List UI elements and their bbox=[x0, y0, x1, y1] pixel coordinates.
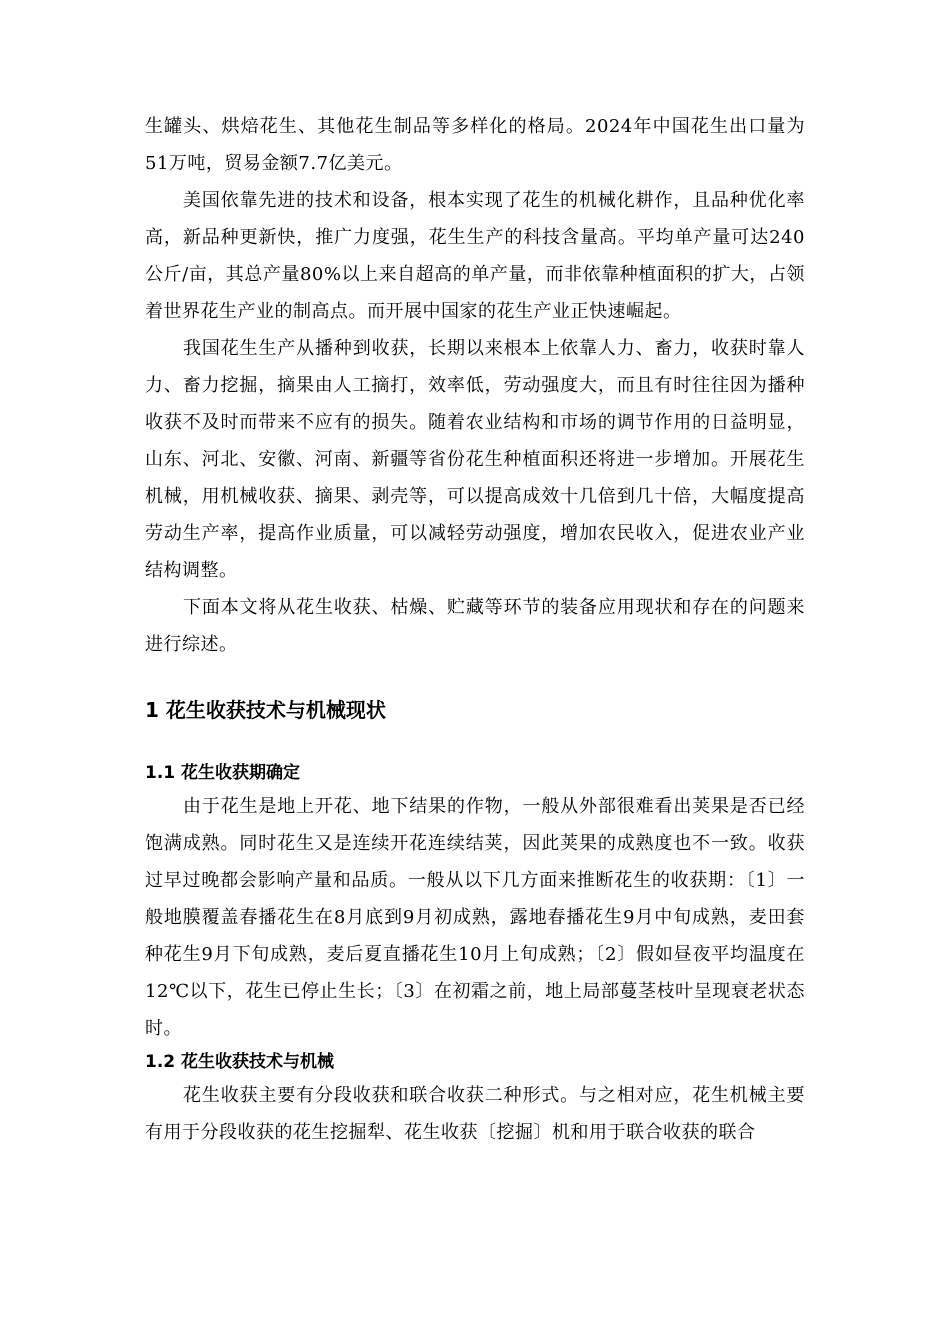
paragraph-usa-peanut: 美国依靠先进的技术和设备，根本实现了花生的机械化耕作，且品种优化率高，新品种更新快，推广力度强，花生生产的科技含量高。平均单产量可达240公斤/亩，其总产量80%以上来自超高的单产量，而非依靠种植面积的扩大，占领着世界花生产业的制高点。而开展中国家的花生产业正快速崛起。 bbox=[145, 190, 805, 322]
paragraph-continuation: 生罐头、烘焙花生、其他花生制品等多样化的格局。2024年中国花生出口量为51万吨，贸易金额7.7亿美元。 bbox=[145, 116, 805, 174]
document-page bbox=[145, 108, 805, 1151]
subsection-heading-1-2: 1.2 花生收获技术与机械 bbox=[145, 1052, 335, 1072]
paragraph-overview: 下面本文将从花生收获、枯燥、贮藏等环节的装备应用现状和存在的问题来进行综述。 bbox=[145, 597, 805, 655]
section-heading-1: 1 花生收获技术与机械现状 bbox=[145, 698, 386, 722]
paragraph-harvest-machinery: 花生收获主要有分段收获和联合收获二种形式。与之相对应，花生机械主要有用于分段收获的花生挖掘犁、花生收获〔挖掘〕机和用于联合收获的联合 bbox=[145, 1085, 805, 1143]
subsection-heading-1-1: 1.1 花生收获期确定 bbox=[145, 763, 301, 783]
paragraph-harvest-period: 由于花生是地上开花、地下结果的作物，一般从外部很难看出荚果是否已经饱满成熟。同时花生又是连续开花连续结荚，因此荚果的成熟度也不一致。收获过早过晚都会影响产量和品质。一般从以下几方面来推断花生的收获期：〔1〕一般地膜覆盖春播花生在8月底到9月初成熟，露地春播花生9月中旬成熟，麦田套种花生9月下旬成熟，麦后夏直播花生10月上旬成熟；〔2〕假如昼夜平均温度在12℃以下，花生已停止生长；〔3〕在初霜之前，地上局部蔓茎枝叶呈现衰老状态时。 bbox=[145, 796, 805, 1039]
paragraph-china-peanut: 我国花生生产从播种到收获，长期以来根本上依靠人力、畜力，收获时靠人力、畜力挖掘，摘果由人工摘打，效率低，劳动强度大，而且有时往往因为播种收获不及时而带来不应有的损失。随着农业结构和市场的调节作用的日益明显，山东、河北、安徽、河南、新疆等省份花生种植面积还将进一步增加。开展花生机械，用机械收获、摘果、剥壳等，可以提高成效十几倍到几十倍，大幅度提高劳动生产率，提高作业质量，可以减轻劳动强度，增加农民收入，促进农业产业结构调整。 bbox=[145, 338, 805, 581]
